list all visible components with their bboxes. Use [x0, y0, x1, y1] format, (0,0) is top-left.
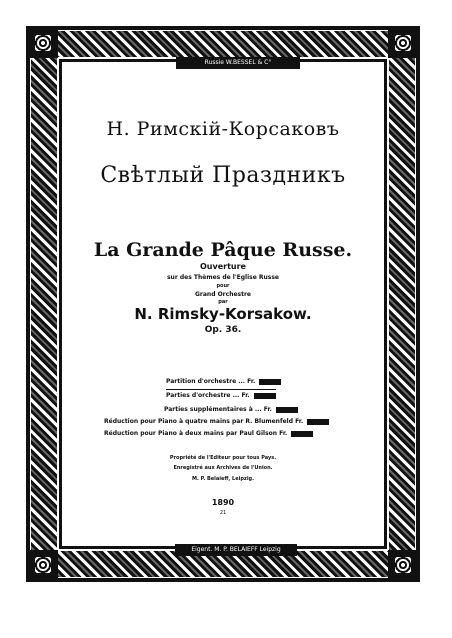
composer-name: N. Rimsky-Korsakow. [134, 305, 312, 323]
edition-line [164, 406, 298, 414]
edition-line [104, 430, 313, 438]
price-mark [276, 407, 298, 413]
subtitle-line: sur des Thèmes de l'Eglise Russe [166, 274, 280, 281]
publisher-bottom-label: Eigent. M. P. BELAIEFF Leipzig [175, 544, 297, 556]
edition-label: Partition d'orchestre ... Fr. [166, 378, 256, 385]
title-russian: Свѣтлый Праздникъ [100, 163, 346, 188]
opus-number: Op. 36. [204, 325, 242, 335]
corner-ornament-icon [28, 550, 58, 580]
divider [166, 389, 276, 390]
subtitle-line: Ouverture [200, 262, 246, 271]
price-mark [259, 379, 281, 385]
edition-line [166, 392, 276, 400]
edition-line [166, 378, 281, 386]
price-mark [307, 419, 329, 425]
author-russian: Н. Римскій-Корсаковъ [106, 118, 340, 140]
edition-label: Réduction pour Piano à deux mains par Paul Gilson Fr. [104, 430, 288, 437]
publisher-line: M. P. Belaieff, Leipzig. [191, 476, 255, 482]
edition-label: Parties supplémentaires à ... Fr. [164, 406, 272, 413]
copyright-line: Propriété de l'Editeur pour tous Pays. [169, 455, 277, 461]
plate-number: 21 [219, 510, 227, 516]
corner-ornament-icon [28, 28, 58, 58]
corner-ornament-icon [388, 28, 418, 58]
corner-ornament-icon [388, 550, 418, 580]
price-mark [254, 393, 276, 399]
subtitle-line: pour [216, 283, 230, 289]
registration-line: Enregistré aux Archives de l'Union. [173, 465, 273, 471]
publisher-top-label: Russie W.BESSEL & C° [176, 57, 300, 69]
title-french: La Grande Pâque Russe. [93, 239, 353, 261]
subtitle-line: Grand Orchestre [194, 291, 251, 298]
edition-label: Réduction pour Piano à quatre mains par R. Blumenfeld Fr. [104, 418, 304, 425]
price-mark [291, 431, 313, 437]
edition-label: Parties d'orchestre ... Fr. [166, 392, 250, 399]
edition-line [104, 418, 329, 426]
publication-year: 1890 [211, 498, 235, 507]
subtitle-line: par [218, 299, 228, 305]
